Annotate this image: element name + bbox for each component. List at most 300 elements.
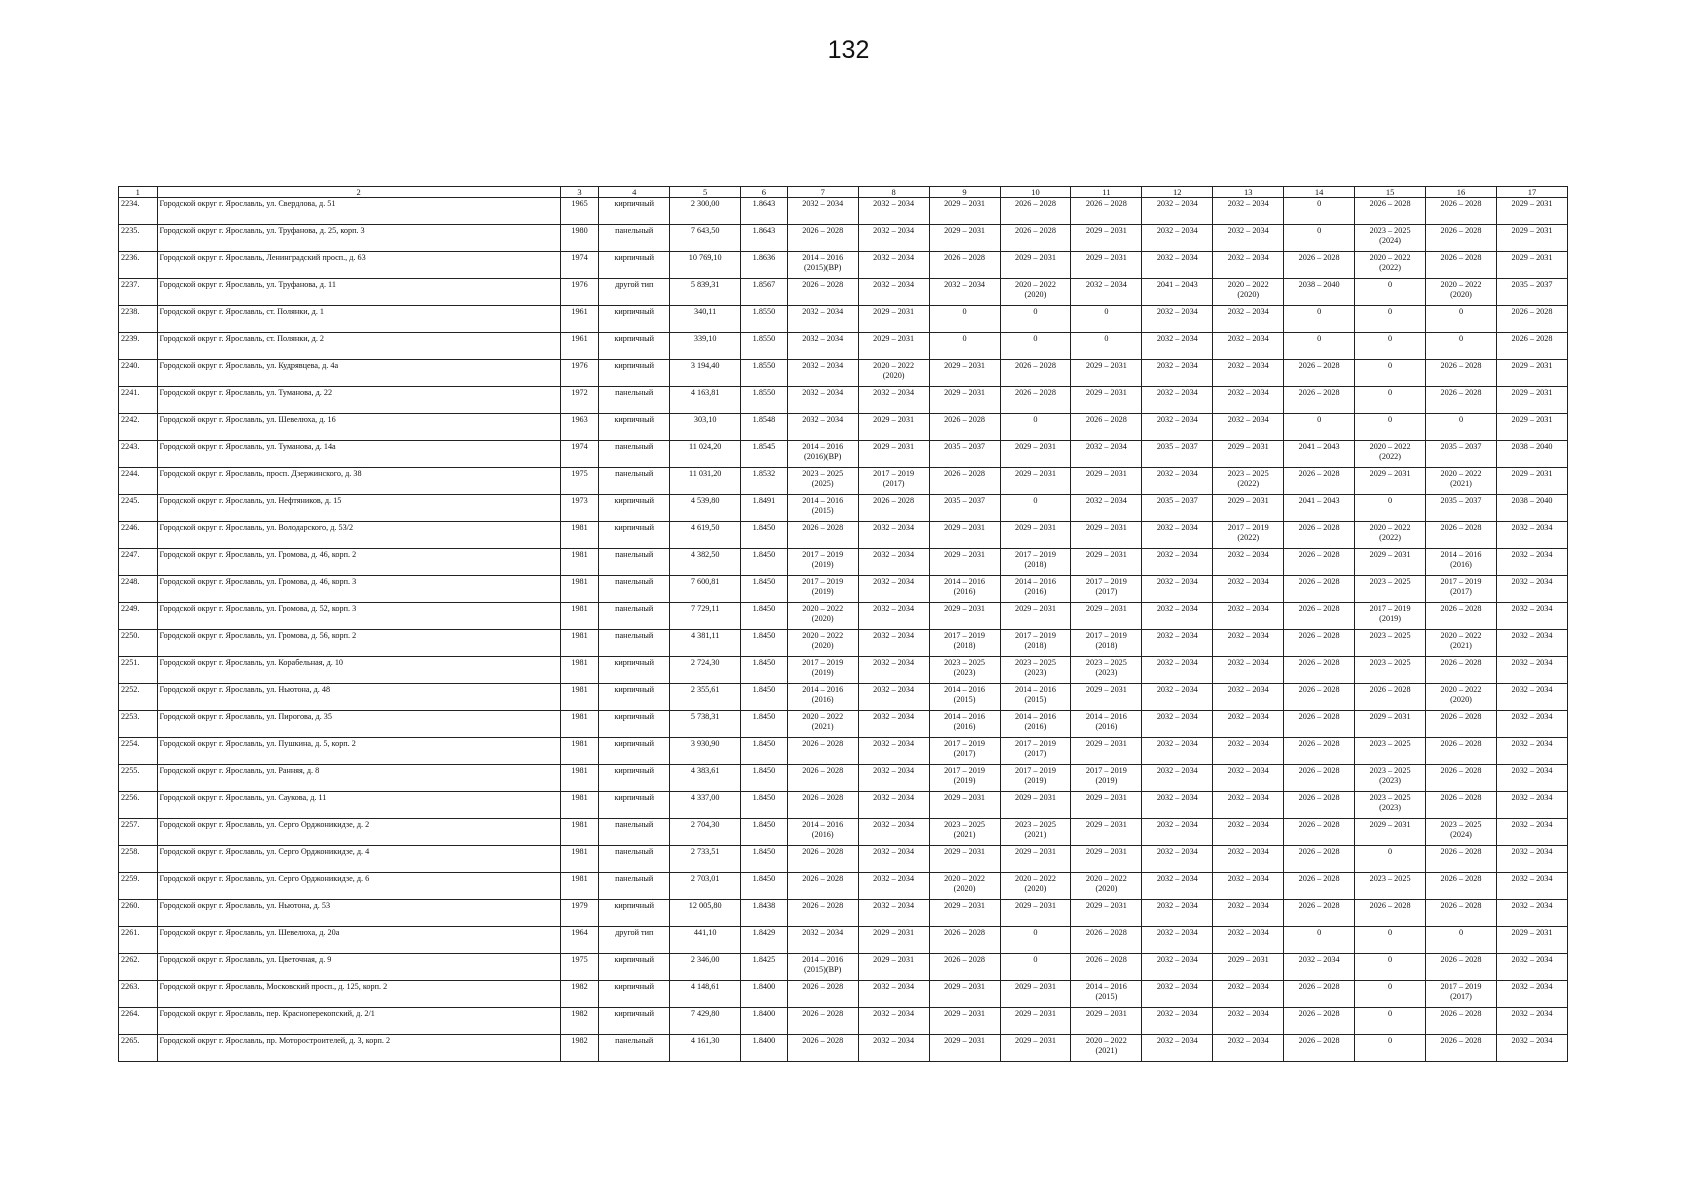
table-cell: 2029 – 2031 — [1071, 225, 1142, 252]
table-cell: 2032 – 2034 — [1142, 900, 1213, 927]
table-cell: 2017 – 2019 (2019) — [787, 576, 858, 603]
row-number-cell: 2240. — [119, 360, 158, 387]
table-cell: 0 — [1000, 414, 1071, 441]
table-cell: 2 355,61 — [670, 684, 741, 711]
address-cell: Городской округ г. Ярославль, ул. Пушкина, д. 5, корп. 2 — [157, 738, 560, 765]
table-cell: 2026 – 2028 — [1284, 792, 1355, 819]
table-cell: кирпичный — [599, 414, 670, 441]
table-cell: панельный — [599, 549, 670, 576]
table-cell: 2026 – 2028 — [1071, 927, 1142, 954]
table-cell: 2029 – 2031 — [858, 441, 929, 468]
table-cell: 2032 – 2034 — [787, 927, 858, 954]
table-cell: 2032 – 2034 — [858, 576, 929, 603]
table-cell: 1979 — [560, 900, 599, 927]
table-cell: 0 — [1284, 225, 1355, 252]
table-cell: 2032 – 2034 — [1213, 657, 1284, 684]
table-cell: 2032 – 2034 — [1496, 1008, 1567, 1035]
table-cell: 2029 – 2031 — [929, 225, 1000, 252]
address-cell: Городской округ г. Ярославль, Московский просп., д. 125, корп. 2 — [157, 981, 560, 1008]
row-number-cell: 2262. — [119, 954, 158, 981]
table-cell: 2032 – 2034 — [787, 414, 858, 441]
row-number-cell: 2261. — [119, 927, 158, 954]
table-cell: 0 — [1000, 927, 1071, 954]
table-cell: 2032 – 2034 — [787, 333, 858, 360]
table-row — [119, 792, 1568, 819]
header-row — [119, 187, 1568, 198]
table-cell: 2032 – 2034 — [1142, 657, 1213, 684]
table-cell: 1.8567 — [741, 279, 788, 306]
table-cell: 2032 – 2034 — [1213, 900, 1284, 927]
table-cell: 2026 – 2028 — [1284, 846, 1355, 873]
table-cell: 2014 – 2016 (2015)(ВР) — [787, 954, 858, 981]
table-cell: 2026 – 2028 — [929, 414, 1000, 441]
table-cell: 1981 — [560, 819, 599, 846]
table-cell: 2026 – 2028 — [1426, 900, 1497, 927]
table-cell: 1981 — [560, 765, 599, 792]
table-cell: 2032 – 2034 — [1213, 549, 1284, 576]
header-cell: 4 — [599, 187, 670, 198]
table-cell: 2032 – 2034 — [858, 1008, 929, 1035]
table-cell: кирпичный — [599, 522, 670, 549]
table-row — [119, 630, 1568, 657]
table-cell: 2032 – 2034 — [1213, 387, 1284, 414]
table-cell: 2029 – 2031 — [858, 306, 929, 333]
table-cell: 1.8450 — [741, 684, 788, 711]
address-cell: Городской округ г. Ярославль, пр. Моторостроителей, д. 3, корп. 2 — [157, 1035, 560, 1062]
table-cell: 2026 – 2028 — [1426, 1035, 1497, 1062]
address-cell: Городской округ г. Ярославль, ул. Ньютона, д. 53 — [157, 900, 560, 927]
table-cell: 4 381,11 — [670, 630, 741, 657]
table-cell: 2029 – 2031 — [929, 1008, 1000, 1035]
table-cell: 2 300,00 — [670, 198, 741, 225]
table-cell: 1.8438 — [741, 900, 788, 927]
table-cell: 1981 — [560, 711, 599, 738]
address-cell: Городской округ г. Ярославль, ул. Туманова, д. 14а — [157, 441, 560, 468]
table-cell: 2026 – 2028 — [858, 495, 929, 522]
table-cell: 2026 – 2028 — [1355, 198, 1426, 225]
table-cell: 2029 – 2031 — [929, 549, 1000, 576]
table-cell: 2023 – 2025 — [1355, 657, 1426, 684]
row-number-cell: 2244. — [119, 468, 158, 495]
table-cell: 2032 – 2034 — [858, 873, 929, 900]
table-cell: 2026 – 2028 — [1496, 306, 1567, 333]
row-number-cell: 2235. — [119, 225, 158, 252]
table-cell: 7 600,81 — [670, 576, 741, 603]
table-cell: 2029 – 2031 — [1071, 819, 1142, 846]
table-cell: 2023 – 2025 (2022) — [1213, 468, 1284, 495]
table-cell: 2026 – 2028 — [1426, 873, 1497, 900]
table-cell: 2032 – 2034 — [1142, 846, 1213, 873]
table-row — [119, 738, 1568, 765]
table-cell: кирпичный — [599, 711, 670, 738]
table-cell: 2026 – 2028 — [1426, 846, 1497, 873]
table-cell: 2017 – 2019 (2018) — [1000, 549, 1071, 576]
table-cell: 2032 – 2034 — [1142, 1035, 1213, 1062]
address-cell: Городской округ г. Ярославль, ул. Шевелюха, д. 16 — [157, 414, 560, 441]
table-cell: 1981 — [560, 603, 599, 630]
table-cell: 2032 – 2034 — [858, 738, 929, 765]
table-cell: кирпичный — [599, 900, 670, 927]
table-cell: 0 — [1284, 414, 1355, 441]
table-cell: другой тип — [599, 927, 670, 954]
table-cell: кирпичный — [599, 333, 670, 360]
table-cell: 2029 – 2031 — [1213, 441, 1284, 468]
table-cell: 1981 — [560, 846, 599, 873]
table-cell: кирпичный — [599, 198, 670, 225]
table-cell: 2026 – 2028 — [929, 252, 1000, 279]
table-cell: 2023 – 2025 — [1355, 630, 1426, 657]
table-cell: 2032 – 2034 — [787, 360, 858, 387]
table-row — [119, 981, 1568, 1008]
table-cell: 2032 – 2034 — [1496, 1035, 1567, 1062]
table-cell: 1982 — [560, 1008, 599, 1035]
table-cell: 2032 – 2034 — [1496, 711, 1567, 738]
table-cell: 2026 – 2028 — [1355, 900, 1426, 927]
table-cell: 1.8548 — [741, 414, 788, 441]
table-cell: 2020 – 2022 (2020) — [858, 360, 929, 387]
address-cell: Городской округ г. Ярославль, ул. Громова, д. 52, корп. 3 — [157, 603, 560, 630]
table-cell: кирпичный — [599, 252, 670, 279]
table-cell: 1.8400 — [741, 1035, 788, 1062]
table-row — [119, 198, 1568, 225]
table-cell: 11 031,20 — [670, 468, 741, 495]
row-number-cell: 2259. — [119, 873, 158, 900]
table-cell: 2029 – 2031 — [929, 900, 1000, 927]
table-cell: 2026 – 2028 — [1284, 819, 1355, 846]
table-cell: 2029 – 2031 — [1496, 360, 1567, 387]
row-number-cell: 2248. — [119, 576, 158, 603]
table-cell: 2026 – 2028 — [1426, 198, 1497, 225]
header-cell: 14 — [1284, 187, 1355, 198]
table-cell: 2032 – 2034 — [1142, 468, 1213, 495]
table-row — [119, 846, 1568, 873]
table-cell: 2023 – 2025 (2024) — [1426, 819, 1497, 846]
table-cell: 0 — [1355, 333, 1426, 360]
address-cell: Городской округ г. Ярославль, пер. Красноперекопский, д. 2/1 — [157, 1008, 560, 1035]
table-cell: 2029 – 2031 — [1000, 603, 1071, 630]
table-row — [119, 657, 1568, 684]
table-cell: 2029 – 2031 — [1355, 819, 1426, 846]
table-row — [119, 495, 1568, 522]
table-cell: 2020 – 2022 (2021) — [1071, 1035, 1142, 1062]
table-cell: 2026 – 2028 — [1426, 711, 1497, 738]
address-cell: Городской округ г. Ярославль, ул. Саукова, д. 11 — [157, 792, 560, 819]
table-cell: 2017 – 2019 (2017) — [929, 738, 1000, 765]
table-cell: кирпичный — [599, 954, 670, 981]
row-number-cell: 2252. — [119, 684, 158, 711]
table-cell: 2020 – 2022 (2020) — [1000, 279, 1071, 306]
table-cell: 2032 – 2034 — [1071, 495, 1142, 522]
table-cell: 2029 – 2031 — [1496, 198, 1567, 225]
table-cell: 339,10 — [670, 333, 741, 360]
row-number-cell: 2253. — [119, 711, 158, 738]
table-cell: 2026 – 2028 — [1284, 603, 1355, 630]
table-row — [119, 684, 1568, 711]
table-cell: 2032 – 2034 — [1142, 360, 1213, 387]
table-cell: 2032 – 2034 — [787, 306, 858, 333]
header-cell: 3 — [560, 187, 599, 198]
row-number-cell: 2257. — [119, 819, 158, 846]
table-cell: 2029 – 2031 — [858, 954, 929, 981]
table-cell: 2026 – 2028 — [1000, 387, 1071, 414]
table-cell: 4 619,50 — [670, 522, 741, 549]
table-cell: 2017 – 2019 (2019) — [787, 549, 858, 576]
table-cell: 2032 – 2034 — [1496, 657, 1567, 684]
table-cell: другой тип — [599, 279, 670, 306]
table-cell: 1.8450 — [741, 738, 788, 765]
table-cell: 0 — [1355, 279, 1426, 306]
table-cell: 0 — [1284, 333, 1355, 360]
table-row — [119, 954, 1568, 981]
table-cell: 0 — [1355, 495, 1426, 522]
table-cell: 1.8450 — [741, 576, 788, 603]
table-cell: панельный — [599, 441, 670, 468]
row-number-cell: 2260. — [119, 900, 158, 927]
table-cell: 0 — [1355, 306, 1426, 333]
header-cell: 10 — [1000, 187, 1071, 198]
table-cell: 0 — [1355, 360, 1426, 387]
row-number-cell: 2245. — [119, 495, 158, 522]
table-cell: 2029 – 2031 — [929, 360, 1000, 387]
table-cell: 2032 – 2034 — [1142, 792, 1213, 819]
address-cell: Городской округ г. Ярославль, ст. Полянки, д. 1 — [157, 306, 560, 333]
table-cell: 2032 – 2034 — [1142, 225, 1213, 252]
page-number: 132 — [827, 36, 870, 64]
table-cell: 1974 — [560, 252, 599, 279]
table-cell: 2032 – 2034 — [1213, 846, 1284, 873]
table-cell: 2029 – 2031 — [1071, 792, 1142, 819]
table-cell: 2032 – 2034 — [1496, 549, 1567, 576]
table-cell: 2029 – 2031 — [858, 414, 929, 441]
table-cell: 2026 – 2028 — [1426, 387, 1497, 414]
table-cell: 1976 — [560, 279, 599, 306]
table-cell: 2032 – 2034 — [1142, 954, 1213, 981]
table-cell: 2017 – 2019 (2017) — [1426, 576, 1497, 603]
table-cell: 2026 – 2028 — [1071, 414, 1142, 441]
table-cell: 2032 – 2034 — [1142, 576, 1213, 603]
table-cell: 1976 — [560, 360, 599, 387]
table-cell: 1.8450 — [741, 765, 788, 792]
table-cell: 2014 – 2016 (2016) — [1426, 549, 1497, 576]
table-cell: 2032 – 2034 — [1213, 225, 1284, 252]
table-cell: 0 — [1355, 846, 1426, 873]
row-number-cell: 2236. — [119, 252, 158, 279]
table-cell: кирпичный — [599, 792, 670, 819]
table-cell: 1981 — [560, 549, 599, 576]
table-cell: 0 — [1426, 306, 1497, 333]
table-cell: 2032 – 2034 — [1142, 414, 1213, 441]
table-cell: 2026 – 2028 — [1426, 603, 1497, 630]
table-row — [119, 1035, 1568, 1062]
table-cell: 4 161,30 — [670, 1035, 741, 1062]
table-cell: 1981 — [560, 738, 599, 765]
table-cell: 2035 – 2037 — [1142, 441, 1213, 468]
table-cell: 2026 – 2028 — [1000, 225, 1071, 252]
address-cell: Городской округ г. Ярославль, ул. Корабельная, д. 10 — [157, 657, 560, 684]
table-row — [119, 603, 1568, 630]
table-cell: 2026 – 2028 — [1071, 198, 1142, 225]
table-cell: 2032 – 2034 — [1496, 603, 1567, 630]
table-cell: 2017 – 2019 (2017) — [1071, 576, 1142, 603]
table-cell: 0 — [1355, 1035, 1426, 1062]
table-cell: 2038 – 2040 — [1284, 279, 1355, 306]
table-cell: 0 — [929, 333, 1000, 360]
table-cell: 2032 – 2034 — [1142, 819, 1213, 846]
table-cell: 0 — [1426, 414, 1497, 441]
table-cell: панельный — [599, 846, 670, 873]
table-cell: панельный — [599, 387, 670, 414]
table-row — [119, 468, 1568, 495]
table-cell: кирпичный — [599, 360, 670, 387]
table-cell: 2026 – 2028 — [787, 765, 858, 792]
table-cell: 2026 – 2028 — [787, 522, 858, 549]
table-cell: 2020 – 2022 (2020) — [1071, 873, 1142, 900]
header-cell: 8 — [858, 187, 929, 198]
table-cell: 2026 – 2028 — [1000, 198, 1071, 225]
address-cell: Городской округ г. Ярославль, просп. Дзержинского, д. 38 — [157, 468, 560, 495]
table-cell: 2017 – 2019 (2018) — [1071, 630, 1142, 657]
address-cell: Городской округ г. Ярославль, ул. Пирогова, д. 35 — [157, 711, 560, 738]
table-cell: 2017 – 2019 (2019) — [1355, 603, 1426, 630]
table-cell: 1.8636 — [741, 252, 788, 279]
table-cell: 2032 – 2034 — [858, 900, 929, 927]
table-cell: 1.8450 — [741, 657, 788, 684]
table-cell: 2032 – 2034 — [1142, 873, 1213, 900]
row-number-cell: 2243. — [119, 441, 158, 468]
table-cell: 2032 – 2034 — [1496, 792, 1567, 819]
table-cell: 2032 – 2034 — [1213, 576, 1284, 603]
table-cell: 2020 – 2022 (2021) — [787, 711, 858, 738]
table-cell: панельный — [599, 819, 670, 846]
table-cell: 2020 – 2022 (2022) — [1355, 252, 1426, 279]
table-cell: 2032 – 2034 — [858, 684, 929, 711]
row-number-cell: 2265. — [119, 1035, 158, 1062]
table-cell: 1.8450 — [741, 711, 788, 738]
table-cell: 0 — [1284, 198, 1355, 225]
table-cell: 2032 – 2034 — [1213, 792, 1284, 819]
table-cell: 2032 – 2034 — [858, 225, 929, 252]
table-cell: 2023 – 2025 (2024) — [1355, 225, 1426, 252]
table-cell: 2029 – 2031 — [929, 387, 1000, 414]
table-cell: 2026 – 2028 — [1284, 657, 1355, 684]
address-cell: Городской округ г. Ярославль, ул. Серго Орджоникидзе, д. 6 — [157, 873, 560, 900]
table-cell: 1.8425 — [741, 954, 788, 981]
table-cell: 2029 – 2031 — [1071, 1008, 1142, 1035]
table-row — [119, 306, 1568, 333]
table-cell: 2026 – 2028 — [1426, 1008, 1497, 1035]
table-cell: 2029 – 2031 — [1071, 846, 1142, 873]
table-cell: 4 539,80 — [670, 495, 741, 522]
table-cell: 2026 – 2028 — [787, 981, 858, 1008]
table-cell: 2029 – 2031 — [858, 927, 929, 954]
table-cell: 2041 – 2043 — [1142, 279, 1213, 306]
table-cell: 2032 – 2034 — [1496, 765, 1567, 792]
table-cell: кирпичный — [599, 306, 670, 333]
table-cell: 2017 – 2019 (2019) — [1071, 765, 1142, 792]
table-cell: 1.8450 — [741, 522, 788, 549]
table-cell: 1.8550 — [741, 333, 788, 360]
address-cell: Городской округ г. Ярославль, ул. Свердлова, д. 51 — [157, 198, 560, 225]
table-cell: 2020 – 2022 (2020) — [1426, 684, 1497, 711]
table-cell: 2032 – 2034 — [1071, 279, 1142, 306]
table-cell: 2032 – 2034 — [858, 711, 929, 738]
table-cell: 1.8450 — [741, 549, 788, 576]
table-cell: 2035 – 2037 — [929, 441, 1000, 468]
table-cell: 2026 – 2028 — [787, 225, 858, 252]
table-cell: 1981 — [560, 576, 599, 603]
table-cell: 2026 – 2028 — [1000, 360, 1071, 387]
table-cell: 2032 – 2034 — [858, 981, 929, 1008]
address-cell: Городской округ г. Ярославль, ул. Серго Орджоникидзе, д. 2 — [157, 819, 560, 846]
table-cell: 2032 – 2034 — [858, 252, 929, 279]
header-cell: 13 — [1213, 187, 1284, 198]
table-cell: 2026 – 2028 — [787, 873, 858, 900]
table-cell: 2032 – 2034 — [1142, 711, 1213, 738]
table-cell: 2029 – 2031 — [929, 603, 1000, 630]
table-cell: 2032 – 2034 — [1213, 603, 1284, 630]
table-cell: кирпичный — [599, 765, 670, 792]
table-cell: 2017 – 2019 (2017) — [1426, 981, 1497, 1008]
header-cell: 12 — [1142, 187, 1213, 198]
table-cell: 2032 – 2034 — [929, 279, 1000, 306]
table-cell: 2026 – 2028 — [787, 1035, 858, 1062]
table-cell: 2026 – 2028 — [1284, 360, 1355, 387]
table-cell: 0 — [1000, 495, 1071, 522]
table-cell: 4 148,61 — [670, 981, 741, 1008]
table-cell: 1965 — [560, 198, 599, 225]
table-row — [119, 387, 1568, 414]
table-cell: 0 — [1071, 333, 1142, 360]
table-cell: 2032 – 2034 — [1284, 954, 1355, 981]
table-cell: 4 337,00 — [670, 792, 741, 819]
table-cell: 2023 – 2025 (2021) — [1000, 819, 1071, 846]
table-cell: 2032 – 2034 — [1213, 873, 1284, 900]
table-cell: 2026 – 2028 — [1284, 981, 1355, 1008]
table-cell: 0 — [1000, 954, 1071, 981]
table-row — [119, 1008, 1568, 1035]
table-cell: 2026 – 2028 — [787, 1008, 858, 1035]
row-number-cell: 2246. — [119, 522, 158, 549]
table-cell: панельный — [599, 225, 670, 252]
table-cell: 2014 – 2016 (2015) — [787, 495, 858, 522]
table-cell: 2026 – 2028 — [1284, 1035, 1355, 1062]
address-cell: Городской округ г. Ярославль, ул. Кудрявцева, д. 4а — [157, 360, 560, 387]
table-cell: 1.8643 — [741, 198, 788, 225]
table-cell: 2026 – 2028 — [1284, 711, 1355, 738]
table-cell: 2029 – 2031 — [1071, 900, 1142, 927]
table-cell: 1981 — [560, 657, 599, 684]
table-row — [119, 900, 1568, 927]
table-cell: 2032 – 2034 — [1213, 306, 1284, 333]
table-cell: 2026 – 2028 — [787, 738, 858, 765]
table-cell: 2032 – 2034 — [1142, 522, 1213, 549]
table-cell: 2026 – 2028 — [1284, 252, 1355, 279]
table-cell: 0 — [1284, 927, 1355, 954]
table-cell: 2029 – 2031 — [1071, 603, 1142, 630]
table-cell: 2014 – 2016 (2016) — [1000, 711, 1071, 738]
table-cell: 0 — [1284, 306, 1355, 333]
table-cell: 2032 – 2034 — [858, 603, 929, 630]
table-row — [119, 279, 1568, 306]
table-cell: 4 163,81 — [670, 387, 741, 414]
table-cell: 0 — [1000, 333, 1071, 360]
table-cell: 1.8545 — [741, 441, 788, 468]
address-cell: Городской округ г. Ярославль, ул. Громова, д. 46, корп. 3 — [157, 576, 560, 603]
table-cell: 1.8450 — [741, 819, 788, 846]
table-cell: 2023 – 2025 (2021) — [929, 819, 1000, 846]
table-cell: 2023 – 2025 — [1355, 738, 1426, 765]
table-cell: 2026 – 2028 — [787, 900, 858, 927]
